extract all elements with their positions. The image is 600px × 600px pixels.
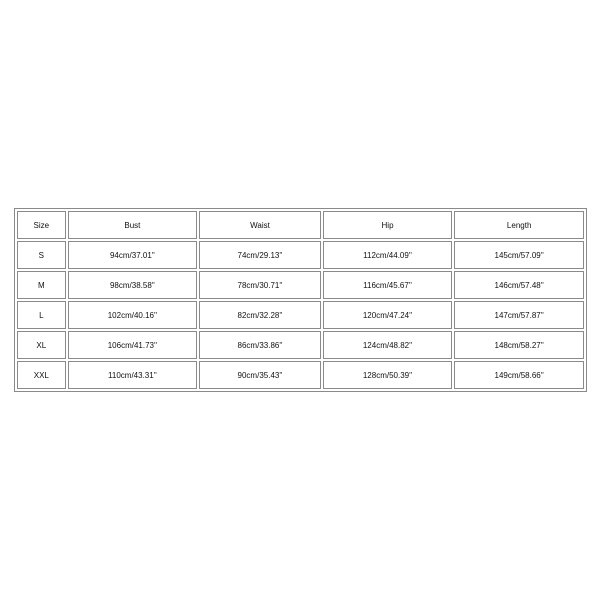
cell-bust: 94cm/37.01'' bbox=[68, 241, 198, 269]
cell-waist: 90cm/35.43'' bbox=[199, 361, 321, 389]
cell-bust: 106cm/41.73'' bbox=[68, 331, 198, 359]
table-row bbox=[17, 331, 584, 359]
cell-size: L bbox=[17, 301, 66, 329]
cell-bust: 102cm/40.16'' bbox=[68, 301, 198, 329]
header-hip: Hip bbox=[323, 211, 453, 239]
header-size: Size bbox=[17, 211, 66, 239]
table-row bbox=[17, 241, 584, 269]
cell-hip: 128cm/50.39'' bbox=[323, 361, 453, 389]
header-bust: Bust bbox=[68, 211, 198, 239]
cell-waist: 74cm/29.13'' bbox=[199, 241, 321, 269]
cell-length: 148cm/58.27'' bbox=[454, 331, 584, 359]
cell-length: 145cm/57.09'' bbox=[454, 241, 584, 269]
table-row bbox=[17, 361, 584, 389]
header-length: Length bbox=[454, 211, 584, 239]
table-row bbox=[17, 271, 584, 299]
cell-waist: 78cm/30.71'' bbox=[199, 271, 321, 299]
cell-size: XXL bbox=[17, 361, 66, 389]
header-waist: Waist bbox=[199, 211, 321, 239]
cell-size: XL bbox=[17, 331, 66, 359]
cell-hip: 112cm/44.09'' bbox=[323, 241, 453, 269]
cell-hip: 120cm/47.24'' bbox=[323, 301, 453, 329]
cell-bust: 110cm/43.31'' bbox=[68, 361, 198, 389]
cell-size: S bbox=[17, 241, 66, 269]
table-row bbox=[17, 301, 584, 329]
table-header-row bbox=[17, 211, 584, 239]
cell-hip: 116cm/45.67'' bbox=[323, 271, 453, 299]
cell-length: 147cm/57.87'' bbox=[454, 301, 584, 329]
cell-size: M bbox=[17, 271, 66, 299]
cell-bust: 98cm/38.58'' bbox=[68, 271, 198, 299]
cell-waist: 82cm/32.28'' bbox=[199, 301, 321, 329]
size-chart-table bbox=[14, 208, 587, 392]
cell-waist: 86cm/33.86'' bbox=[199, 331, 321, 359]
cell-hip: 124cm/48.82'' bbox=[323, 331, 453, 359]
cell-length: 146cm/57.48'' bbox=[454, 271, 584, 299]
cell-length: 149cm/58.66'' bbox=[454, 361, 584, 389]
